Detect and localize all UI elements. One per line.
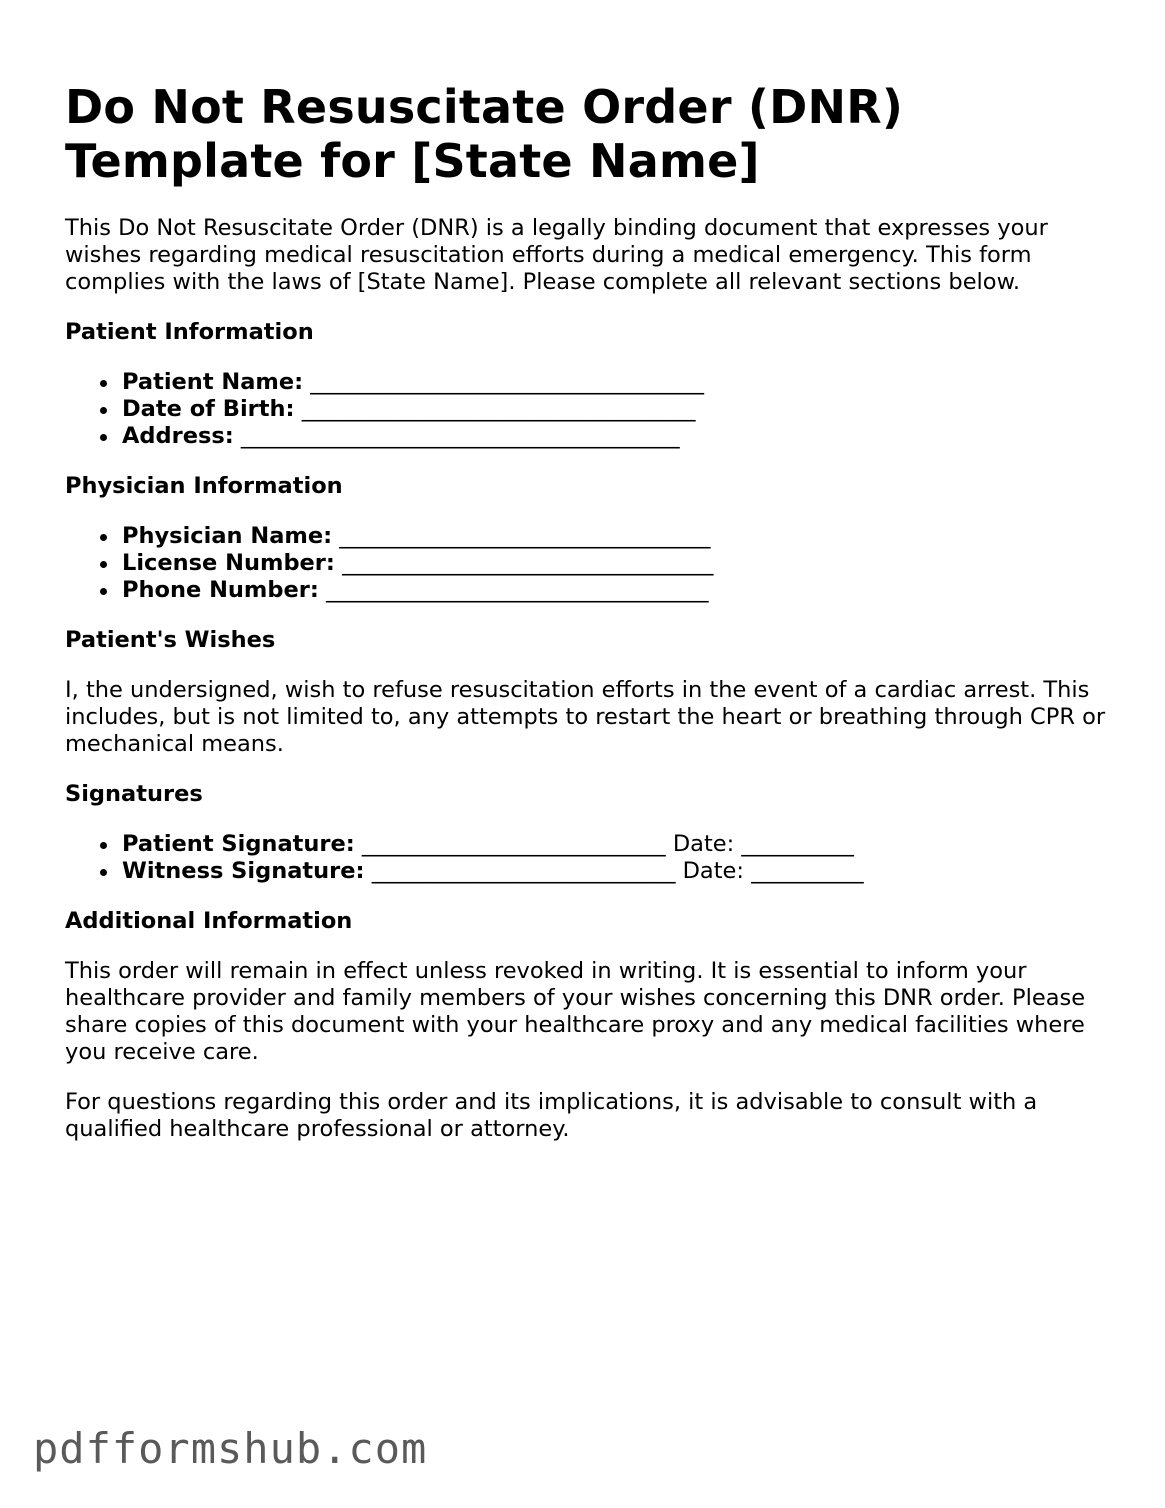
field-label: Patient Name: bbox=[122, 369, 304, 395]
signatures-heading: Signatures bbox=[65, 781, 203, 807]
field-blank: ___________________________ bbox=[361, 831, 666, 857]
document-page bbox=[65, 80, 1125, 1166]
field-blank: _______________________________________ bbox=[240, 423, 680, 449]
physician-name-field[interactable] bbox=[122, 523, 1125, 550]
field-label: Date of Birth: bbox=[122, 396, 295, 422]
field-label: Physician Name: bbox=[122, 523, 333, 549]
intro-paragraph: This Do Not Resuscitate Order (DNR) is a legally binding document that expresses your wishes regarding medical resuscitation efforts during a medical emergency. This form complies with the laws of [State Name]. Please complete all relevant sections below. bbox=[65, 215, 1048, 295]
document-title bbox=[65, 80, 1125, 188]
field-blank: ___________________________________ bbox=[301, 396, 696, 422]
patient-info-list bbox=[65, 369, 1125, 450]
field-label: Witness Signature: bbox=[122, 858, 365, 884]
field-label: Address: bbox=[122, 423, 234, 449]
additional-info-heading: Additional Information bbox=[65, 908, 353, 934]
witness-signature-field[interactable] bbox=[122, 858, 1125, 885]
signatures-list bbox=[65, 831, 1125, 885]
field-blank: __________________________________ bbox=[326, 577, 709, 603]
patient-signature-field[interactable] bbox=[122, 831, 1125, 858]
patient-info-heading: Patient Information bbox=[65, 319, 314, 345]
site-watermark: pdfformshub.com bbox=[33, 1424, 428, 1473]
patient-wishes-text: I, the undersigned, wish to refuse resuscitation efforts in the event of a cardiac arrest. This includes, but is not limited to, any attempts to restart the heart or breathing through CPR or mechanical means. bbox=[65, 677, 1106, 757]
title-line-1: Do Not Resuscitate Order (DNR) bbox=[65, 80, 904, 134]
patient-wishes-heading: Patient's Wishes bbox=[65, 627, 276, 653]
address-field[interactable] bbox=[122, 423, 1125, 450]
field-blank: _________________________________ bbox=[339, 523, 711, 549]
additional-info-text-1: This order will remain in effect unless revoked in writing. It is essential to inform your healthcare provider and family members of your wishes concerning this DNR order. Please share copies of this document with your healthcare proxy and any medical facilities where you receive care. bbox=[65, 958, 1086, 1065]
date-label: Date: bbox=[672, 831, 735, 857]
date-blank: __________ bbox=[741, 831, 854, 857]
license-number-field[interactable] bbox=[122, 550, 1125, 577]
phone-number-field[interactable] bbox=[122, 577, 1125, 604]
date-of-birth-field[interactable] bbox=[122, 396, 1125, 423]
physician-info-list bbox=[65, 523, 1125, 604]
field-label: Phone Number: bbox=[122, 577, 319, 603]
field-label: License Number: bbox=[122, 550, 335, 576]
title-line-2: Template for [State Name] bbox=[65, 134, 760, 188]
date-label: Date: bbox=[682, 858, 744, 884]
date-blank: __________ bbox=[751, 858, 864, 884]
physician-info-heading: Physician Information bbox=[65, 473, 343, 499]
field-blank: _________________________________ bbox=[342, 550, 714, 576]
additional-info-text-2: For questions regarding this order and its implications, it is advisable to consult with a qualified healthcare professional or attorney. bbox=[65, 1089, 1038, 1142]
field-blank: ___________________________________ bbox=[310, 369, 705, 395]
field-label: Patient Signature: bbox=[122, 831, 355, 857]
field-blank: ___________________________ bbox=[371, 858, 676, 884]
patient-name-field[interactable] bbox=[122, 369, 1125, 396]
